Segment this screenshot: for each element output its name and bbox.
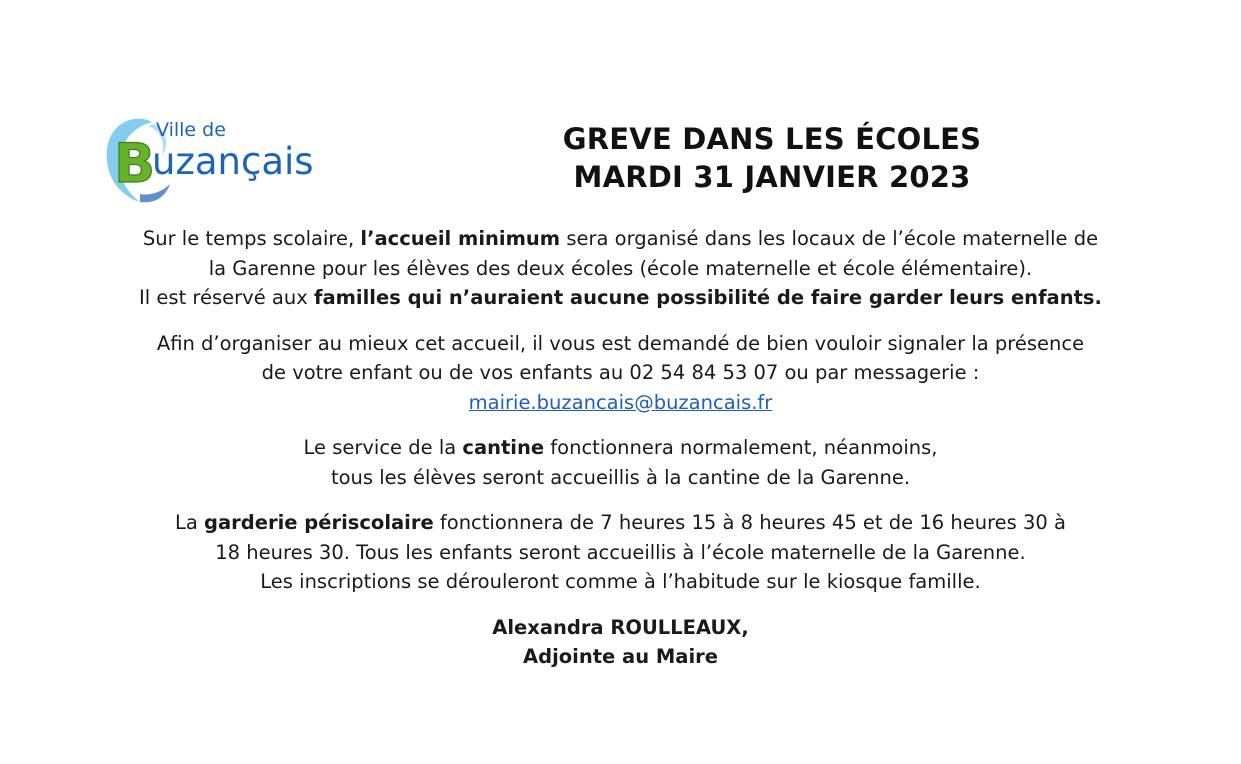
signature-role: Adjointe au Maire (523, 645, 718, 668)
paragraph-line: Afin d’organiser au mieux cet accueil, il vous est demandé de bien vouloir signaler la présence (156, 331, 1085, 355)
paragraph-line: tous les élèves seront accueillis à la cantine de la Garenne. (330, 465, 911, 489)
bold-segment: garderie périscolaire (204, 511, 434, 534)
text-segment: Sur le temps scolaire, (142, 227, 361, 250)
bold-segment: familles qui n’auraient aucune possibilité de faire garder leurs enfants. (313, 286, 1102, 309)
bold-segment: cantine (462, 436, 545, 459)
logo-graphic (100, 112, 360, 204)
email-link[interactable]: mairie.buzancais@buzancais.fr (468, 390, 773, 414)
paragraph-line (40, 388, 1201, 418)
paragraph-line (40, 283, 1201, 313)
document-body (40, 224, 1201, 688)
signature-name: Alexandra ROULLEAUX, (492, 615, 749, 639)
title-line-2: MARDI 31 JANVIER 2023 (573, 160, 971, 194)
svg-text:B: B (114, 132, 156, 195)
document-title (480, 120, 1064, 196)
svg-text:uzançais: uzançais (152, 140, 314, 183)
bold-segment: l’accueil minimum (360, 227, 561, 250)
svg-text:Ville de: Ville de (156, 119, 226, 141)
text-segment: sera organisé dans les locaux de l’école maternelle de (560, 227, 1099, 250)
paragraph-accueil-minimum (40, 224, 1201, 313)
paragraph-line: de votre enfant ou de vos enfants au 02 54 84 53 07 ou par messagerie : (261, 361, 980, 384)
text-segment: fonctionnera de 7 heures 15 à 8 heures 45 et de 16 heures 30 à (433, 511, 1066, 534)
text-segment: Le service de la (303, 436, 463, 459)
paragraph-garderie (40, 508, 1201, 597)
paragraph-line: Les inscriptions se dérouleront comme à l’habitude sur le kiosque famille. (260, 570, 981, 593)
paragraph-contact (40, 329, 1201, 418)
signature (40, 613, 1201, 672)
paragraph-cantine (40, 433, 1201, 492)
text-segment: La (175, 511, 205, 534)
paragraph-line: 18 heures 30. Tous les enfants seront accueillis à l’école maternelle de la Garenne. (215, 540, 1026, 564)
paragraph-line (40, 433, 1201, 463)
text-segment: fonctionnera normalement, néanmoins, (544, 436, 938, 459)
paragraph-line (40, 508, 1201, 538)
ville-de-buzancais-logo (100, 112, 360, 204)
title-line-1: GREVE DANS LES ÉCOLES (562, 122, 982, 156)
paragraph-line: la Garenne pour les élèves des deux écoles (école maternelle et école élémentaire). (208, 256, 1033, 280)
text-segment: Il est réservé aux (139, 286, 314, 309)
paragraph-line (40, 224, 1201, 254)
